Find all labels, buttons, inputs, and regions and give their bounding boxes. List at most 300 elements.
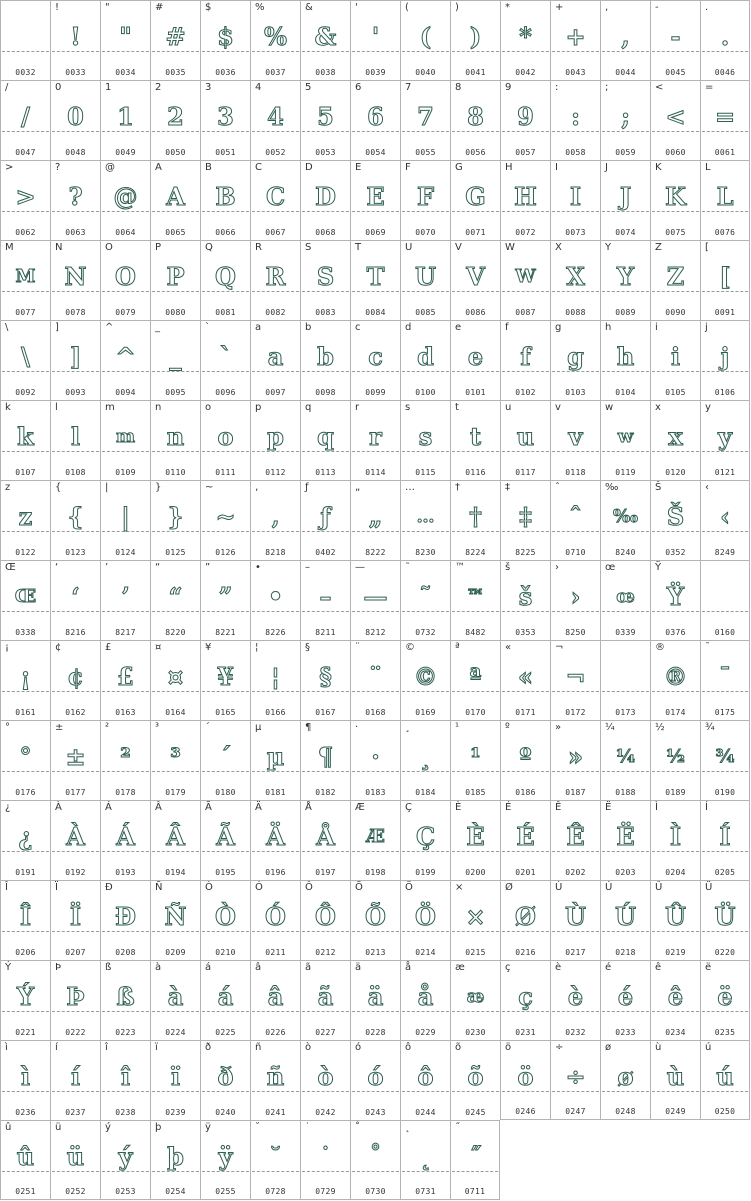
glyph-label: – (305, 562, 310, 573)
glyph-code: 8482 (465, 628, 486, 637)
glyph-label: P (155, 242, 162, 253)
glyph-label: ‹ (705, 482, 709, 493)
glyph-cell (350, 480, 400, 560)
glyph-cell (250, 0, 300, 80)
glyph-code: 0162 (65, 708, 86, 717)
glyph-code: 0042 (515, 68, 536, 77)
glyph-label: ‡ (505, 482, 510, 493)
glyph-sample: \ (21, 342, 30, 371)
glyph-cell (650, 80, 700, 160)
glyph-cell (400, 480, 450, 560)
glyph-code: 0101 (465, 388, 486, 397)
glyph-sample: ^ (115, 342, 136, 371)
glyph-sample: [ (719, 262, 731, 291)
glyph-sample: “ (168, 582, 183, 611)
glyph-label: _ (155, 322, 160, 333)
glyph-sample: – (319, 582, 332, 611)
glyph-cell (250, 720, 300, 800)
glyph-cell (600, 640, 650, 720)
glyph-sample: ˝ (469, 1142, 481, 1171)
glyph-code: 0110 (165, 468, 186, 477)
glyph-cell (650, 640, 700, 720)
glyph-sample: ¥ (217, 662, 234, 691)
glyph-sample: è (567, 982, 584, 1011)
glyph-label: # (155, 2, 164, 13)
glyph-cell (350, 560, 400, 640)
glyph-sample: i (670, 342, 681, 371)
glyph-code: 0109 (115, 468, 136, 477)
glyph-code: 8221 (215, 628, 236, 637)
glyph-code: 8218 (265, 548, 286, 557)
glyph-label: ² (105, 722, 110, 733)
glyph-cell (700, 800, 750, 880)
glyph-label: h (605, 322, 612, 333)
glyph-cell (250, 80, 300, 160)
glyph-code: 0093 (65, 388, 86, 397)
glyph-code: 0176 (15, 788, 36, 797)
glyph-sample: « (518, 662, 533, 691)
glyph-label: ‚ (255, 482, 259, 493)
glyph-code: 8250 (565, 628, 586, 637)
glyph-sample: L (716, 182, 734, 211)
glyph-label: ƒ (305, 482, 309, 493)
glyph-cell (100, 960, 150, 1040)
glyph-label: ÷ (555, 1042, 564, 1053)
glyph-sample: , (621, 22, 630, 51)
glyph-cell (150, 400, 200, 480)
glyph-sample: b (317, 342, 334, 371)
glyph-cell (100, 880, 150, 960)
glyph-code: 0161 (15, 708, 36, 717)
glyph-cell (600, 880, 650, 960)
glyph-sample: o (217, 422, 234, 451)
glyph-cell (200, 80, 250, 160)
glyph-label: Ì (655, 802, 658, 813)
glyph-code: 0239 (165, 1108, 186, 1117)
glyph-label: = (705, 82, 714, 93)
glyph-cell (400, 240, 450, 320)
glyph-label: . (705, 2, 709, 13)
glyph-label: Õ (355, 882, 363, 893)
glyph-cell (700, 400, 750, 480)
glyph-label: Q (205, 242, 213, 253)
glyph-cell (250, 240, 300, 320)
glyph-sample: ½ (666, 746, 685, 767)
glyph-code: 0044 (615, 68, 636, 77)
glyph-cell (100, 1040, 150, 1120)
glyph-sample: ˘ (269, 1142, 282, 1171)
glyph-label: í (55, 1042, 58, 1053)
glyph-label: & (305, 2, 313, 13)
glyph-cell (100, 800, 150, 880)
glyph-cell (200, 1040, 250, 1120)
glyph-cell (200, 240, 250, 320)
glyph-label: ¿ (5, 802, 11, 813)
glyph-sample: ä (367, 982, 384, 1011)
glyph-code: 0047 (15, 148, 36, 157)
glyph-label: } (155, 482, 162, 493)
glyph-sample: æ (466, 986, 485, 1007)
glyph-label: Á (105, 802, 112, 813)
glyph-cell (400, 400, 450, 480)
glyph-label: ™ (455, 562, 465, 573)
glyph-label: 6 (355, 82, 362, 93)
glyph-code: 0055 (415, 148, 436, 157)
glyph-label: œ (605, 562, 616, 573)
glyph-sample: k (17, 422, 34, 451)
glyph-code: 0194 (165, 868, 186, 877)
glyph-cell (450, 320, 500, 400)
glyph-cell (600, 1040, 650, 1120)
glyph-sample: R (265, 262, 286, 291)
glyph-code: 8211 (315, 628, 336, 637)
glyph-label: ¸ (405, 722, 410, 733)
glyph-code: 0732 (415, 628, 436, 637)
glyph-sample: Ò (215, 902, 236, 931)
glyph-sample: I (569, 182, 582, 211)
glyph-code: 8226 (265, 628, 286, 637)
glyph-cell (350, 720, 400, 800)
glyph-code: 0729 (315, 1187, 336, 1196)
glyph-sample: ð (217, 1062, 234, 1091)
glyph-sample: Â (166, 822, 185, 851)
glyph-code: 0108 (65, 468, 86, 477)
glyph-code: 0710 (565, 548, 586, 557)
glyph-cell (200, 0, 250, 80)
glyph-sample: W (515, 266, 536, 287)
glyph-sample: " (119, 22, 132, 51)
glyph-label: ? (55, 162, 61, 173)
glyph-code: 0711 (464, 1187, 486, 1196)
glyph-code: 0118 (565, 468, 586, 477)
glyph-code: 0051 (215, 148, 236, 157)
glyph-cell (700, 960, 750, 1040)
glyph-sample: Ø (515, 902, 536, 931)
glyph-cell (150, 960, 200, 1040)
glyph-cell (400, 160, 450, 240)
glyph-sample: S (316, 262, 335, 291)
glyph-code: 0094 (115, 388, 136, 397)
glyph-label: ' (355, 2, 358, 13)
glyph-code: 0251 (15, 1187, 36, 1196)
glyph-sample: ç (518, 982, 533, 1011)
glyph-cell (100, 320, 150, 400)
glyph-code: 0048 (65, 148, 86, 157)
glyph-cell (300, 80, 350, 160)
glyph-cell (200, 560, 250, 640)
glyph-code: 0226 (265, 1028, 286, 1037)
glyph-label: „ (355, 482, 361, 493)
glyph-code: 0115 (415, 468, 436, 477)
glyph-cell (450, 0, 500, 80)
glyph-sample: ˜ (419, 582, 432, 611)
glyph-label: µ (255, 722, 262, 733)
glyph-label: ¼ (605, 722, 615, 733)
glyph-cell (200, 160, 250, 240)
glyph-sample: 1 (117, 102, 134, 131)
glyph-sample: = (714, 102, 736, 131)
glyph-cell (650, 320, 700, 400)
glyph-code: 0353 (515, 628, 536, 637)
glyph-sample: ' (371, 22, 380, 51)
glyph-cell (400, 0, 450, 80)
glyph-cell (450, 560, 500, 640)
glyph-code: 0164 (165, 708, 186, 717)
glyph-cell (650, 960, 700, 1040)
glyph-code: 0190 (714, 788, 736, 797)
glyph-cell (150, 1120, 200, 1200)
glyph-sample: û (16, 1142, 35, 1171)
glyph-sample: ˛ (419, 1142, 432, 1171)
glyph-cell (150, 1040, 200, 1120)
glyph-sample: z (18, 502, 33, 531)
glyph-code: 0253 (115, 1187, 136, 1196)
glyph-cell (450, 400, 500, 480)
glyph-code: 8225 (515, 548, 536, 557)
glyph-code: 0209 (165, 948, 186, 957)
glyph-label: v (555, 402, 561, 413)
glyph-label: ‘ (55, 562, 59, 573)
glyph-code: 0186 (515, 788, 536, 797)
glyph-label: ( (405, 2, 409, 13)
glyph-cell (50, 1120, 100, 1200)
glyph-sample: á (217, 982, 234, 1011)
glyph-cell (100, 80, 150, 160)
glyph-code: 0090 (665, 308, 686, 317)
glyph-code: 8222 (365, 548, 386, 557)
glyph-label: R (255, 242, 262, 253)
glyph-cell (100, 720, 150, 800)
glyph-code: 0111 (215, 468, 236, 477)
glyph-label: 9 (505, 82, 512, 93)
glyph-sample: + (565, 22, 586, 51)
glyph-cell (500, 640, 550, 720)
glyph-sample: Å (316, 822, 335, 851)
glyph-sample: ¡ (20, 662, 31, 691)
glyph-cell (600, 240, 650, 320)
glyph-label: l (55, 402, 58, 413)
glyph-code: 0069 (365, 228, 386, 237)
glyph-code: 0112 (265, 468, 286, 477)
glyph-label: b (305, 322, 312, 333)
glyph-label: ! (55, 2, 60, 13)
glyph-sample: < (665, 102, 686, 131)
glyph-label: ] (55, 322, 59, 333)
glyph-cell (700, 320, 750, 400)
glyph-label: ¶ (305, 722, 312, 733)
glyph-label: E (355, 162, 362, 173)
glyph-code: 0376 (665, 628, 686, 637)
glyph-sample: ‚ (271, 502, 280, 531)
glyph-label: + (555, 2, 564, 13)
glyph-code: 0254 (165, 1187, 186, 1196)
glyph-cell (50, 160, 100, 240)
glyph-label: ˝ (455, 1122, 460, 1133)
glyph-label: á (205, 962, 212, 973)
glyph-label: Š (655, 482, 662, 493)
glyph-cell (450, 960, 500, 1040)
glyph-cell (50, 1040, 100, 1120)
glyph-cell (600, 400, 650, 480)
glyph-code: 0219 (665, 948, 686, 957)
glyph-label: — (355, 562, 365, 573)
glyph-cell (50, 720, 100, 800)
glyph-cell (250, 1040, 300, 1120)
glyph-code: 0204 (665, 868, 686, 877)
glyph-label: ¦ (255, 642, 259, 653)
glyph-label: £ (105, 642, 112, 653)
glyph-label: \ (5, 322, 9, 333)
glyph-sample: w (617, 426, 634, 447)
glyph-sample: H (514, 182, 537, 211)
glyph-label: » (555, 722, 562, 733)
glyph-label: ˙ (305, 1122, 310, 1133)
glyph-label: Í (705, 802, 708, 813)
glyph-label: û (5, 1122, 12, 1133)
glyph-label: 5 (305, 82, 312, 93)
glyph-sample: õ (467, 1062, 484, 1091)
glyph-sample: ã (317, 982, 334, 1011)
glyph-cell (0, 80, 50, 160)
glyph-label: © (405, 642, 415, 653)
glyph-code: 0122 (15, 548, 36, 557)
glyph-label: g (555, 322, 562, 333)
glyph-code: 0185 (465, 788, 486, 797)
glyph-sample: ? (68, 182, 83, 211)
glyph-sample: ± (65, 742, 86, 771)
glyph-label: W (505, 242, 515, 253)
glyph-code: 0246 (515, 1107, 536, 1116)
glyph-code: 0242 (315, 1108, 336, 1117)
glyph-sample: ñ (266, 1062, 285, 1091)
glyph-code: 0035 (165, 68, 186, 77)
glyph-cell (400, 880, 450, 960)
glyph-code: 0166 (265, 708, 286, 717)
glyph-sample: Í (719, 822, 731, 851)
glyph-sample: à (167, 982, 184, 1011)
glyph-cell (100, 480, 150, 560)
glyph-label: D (305, 162, 313, 173)
glyph-cell (50, 640, 100, 720)
glyph-label: ± (55, 722, 64, 733)
glyph-cell (400, 960, 450, 1040)
glyph-sample: l (70, 422, 81, 451)
glyph-code: 8212 (365, 628, 386, 637)
glyph-code: 0113 (315, 468, 336, 477)
glyph-cell (0, 320, 50, 400)
glyph-sample: : (571, 102, 580, 131)
glyph-code: 0091 (714, 308, 736, 317)
glyph-cell (450, 240, 500, 320)
glyph-sample: 9 (517, 102, 534, 131)
glyph-code: 0084 (365, 308, 386, 317)
glyph-sample: ° (19, 742, 32, 771)
glyph-sample: Ÿ (666, 582, 685, 611)
glyph-sample: Ð (115, 902, 136, 931)
glyph-sample: ÿ (218, 1142, 233, 1171)
glyph-code: 0083 (315, 308, 336, 317)
glyph-code: 0085 (415, 308, 436, 317)
glyph-code: 0087 (515, 308, 536, 317)
glyph-cell (250, 800, 300, 880)
glyph-sample (701, 575, 749, 619)
glyph-label: ’ (105, 562, 109, 573)
glyph-cell (500, 720, 550, 800)
glyph-label: ê (655, 962, 662, 973)
glyph-label: { (55, 482, 62, 493)
glyph-code: 0041 (465, 68, 486, 77)
glyph-sample: m (115, 426, 136, 447)
glyph-label: c (355, 322, 361, 333)
glyph-cell (200, 640, 250, 720)
glyph-cell (0, 960, 50, 1040)
glyph-cell (650, 880, 700, 960)
glyph-cell (700, 240, 750, 320)
glyph-cell (550, 960, 600, 1040)
glyph-code: 0103 (565, 388, 586, 397)
glyph-cell (500, 560, 550, 640)
glyph-cell (250, 320, 300, 400)
glyph-code: 0232 (565, 1028, 586, 1037)
glyph-cell (550, 480, 600, 560)
glyph-sample: ˙ (319, 1142, 332, 1171)
glyph-code: 0338 (15, 628, 36, 637)
glyph-sample: q (317, 422, 334, 451)
glyph-cell (250, 640, 300, 720)
glyph-sample: v (568, 422, 583, 451)
glyph-label: B (205, 162, 212, 173)
glyph-sample: Z (666, 262, 685, 291)
glyph-code: 0168 (365, 708, 386, 717)
glyph-code: 0088 (565, 308, 586, 317)
glyph-sample: ¦ (271, 662, 280, 691)
glyph-cell (250, 160, 300, 240)
glyph-cell (300, 720, 350, 800)
glyph-sample: ’ (121, 582, 130, 611)
glyph-sample: 3 (217, 102, 234, 131)
glyph-label: › (555, 562, 559, 573)
glyph-label: Ê (555, 802, 562, 813)
glyph-code: 0049 (115, 148, 136, 157)
glyph-label: G (455, 162, 463, 173)
glyph-code: 0189 (665, 788, 686, 797)
glyph-cell (650, 400, 700, 480)
glyph-code: 0117 (515, 468, 536, 477)
glyph-sample: 6 (367, 102, 384, 131)
glyph-cell (550, 640, 600, 720)
glyph-label: Ÿ (655, 562, 662, 573)
glyph-sample: Q (215, 262, 236, 291)
glyph-label: ¹ (455, 722, 460, 733)
glyph-sample: š (518, 582, 533, 611)
glyph-code: 0214 (415, 948, 436, 957)
glyph-code: 0339 (615, 628, 636, 637)
glyph-cell (150, 640, 200, 720)
glyph-sample: ¼ (616, 746, 635, 767)
glyph-code: 0212 (315, 948, 336, 957)
glyph-label: 3 (205, 82, 212, 93)
glyph-sample: Œ (14, 586, 37, 607)
glyph-code: 0198 (365, 868, 386, 877)
glyph-code: 0225 (215, 1028, 236, 1037)
glyph-cell (300, 0, 350, 80)
glyph-sample: † (469, 502, 482, 531)
glyph-cell (500, 240, 550, 320)
glyph-sample: ! (70, 22, 81, 51)
glyph-cell (0, 160, 50, 240)
glyph-code: 0045 (665, 68, 686, 77)
glyph-sample: ( (419, 22, 432, 51)
